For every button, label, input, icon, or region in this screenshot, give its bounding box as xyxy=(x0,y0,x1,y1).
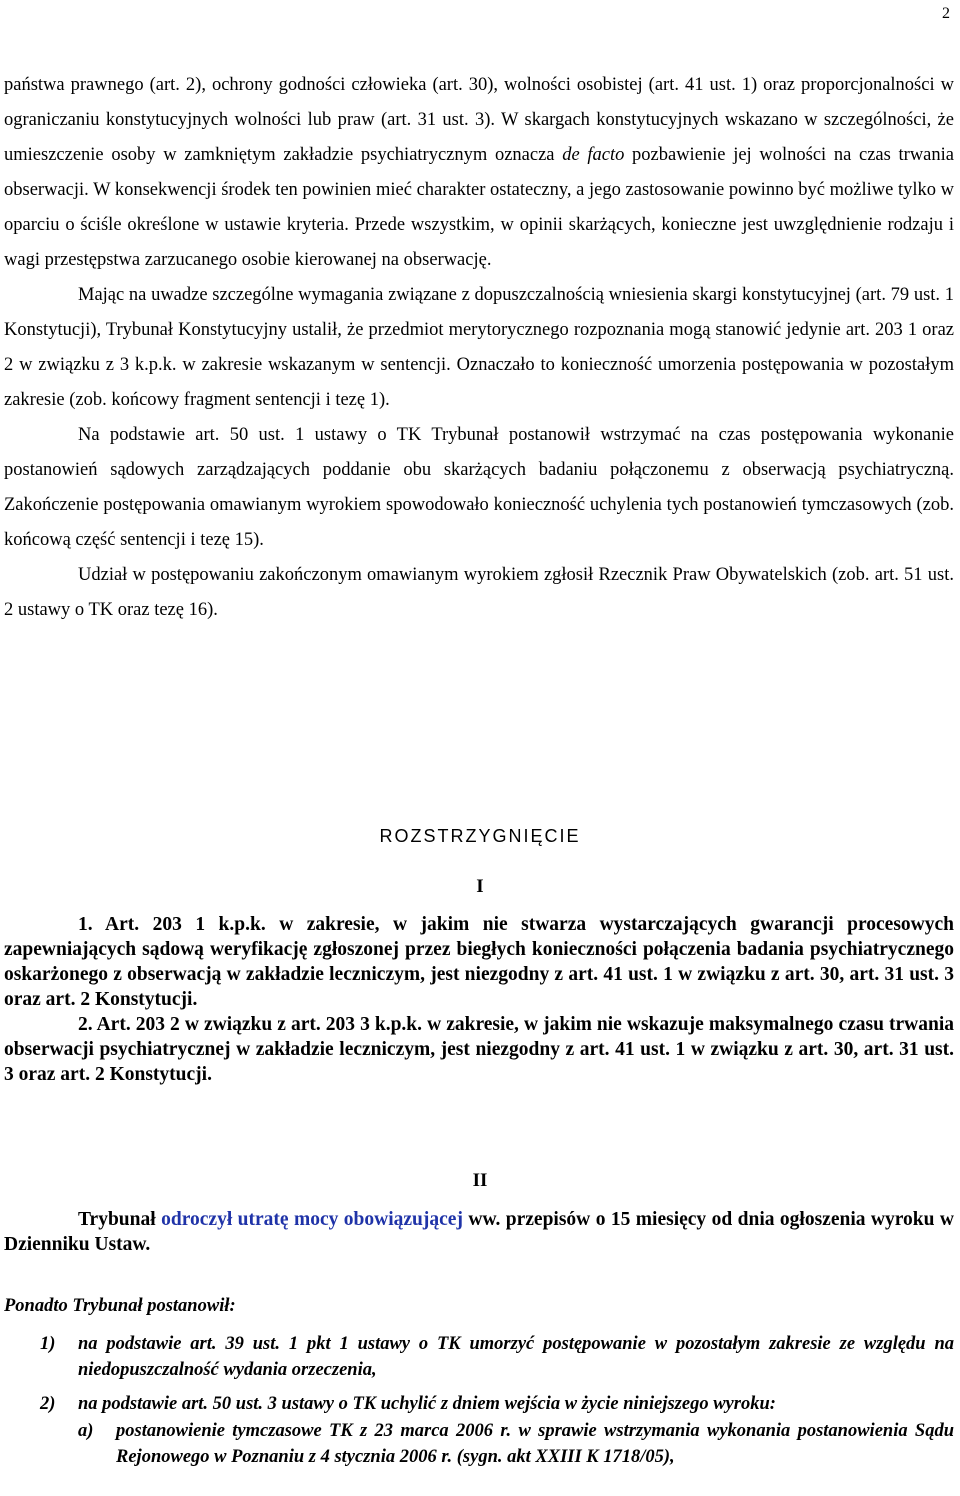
list-item-1-text: na podstawie art. 39 ust. 1 pkt 1 ustawy o TK umorzyć postępowanie w pozostałym zakresie ze względu na niedopuszczalność wydania orzeczenia, xyxy=(78,1334,954,1380)
list-item-2a xyxy=(78,1418,954,1470)
part-one-numeral: I xyxy=(476,876,484,897)
part-two-text xyxy=(4,1207,954,1257)
section-heading: ROZSTRZYGNIĘCIE xyxy=(379,826,581,846)
list-item-2 xyxy=(40,1391,954,1417)
list-item-2-text: na podstawie art. 50 ust. 3 ustawy o TK uchylić z dniem wejścia w życie niniejszego wyroku: xyxy=(78,1394,776,1414)
ponadto-heading: Ponadto Trybunał postanowił: xyxy=(4,1296,236,1316)
part-one-points xyxy=(4,912,954,1087)
paragraph-1-part-a: państwa prawnego (art. 2), ochrony godności człowieka (art. 30), wolności osobistej (art. 41 ust. 1) oraz proporcjonalności w ograniczaniu konstytucyjnych wolności lub praw (art. 31 ust. 3). W skargach konstytucyjnych wskazano w szczególności, że umieszczenie osoby w zamkniętym zakładzie psychiatrycznym oznacza xyxy=(4,75,954,165)
paragraph-1 xyxy=(4,68,954,278)
list-item-2a-text: postanowienie tymczasowe TK z 23 marca 2006 r. w sprawie wstrzymania wykonania postanowienia Sądu Rejonowego w Poznaniu z 4 stycznia 2006 r. (sygn. akt XXIII K 1718/05), xyxy=(116,1421,954,1467)
paragraph-1-part-b: pozbawienie jej wolności na czas trwania obserwacji. W konsekwencji środek ten powinien mieć charakter ostateczny, a jego zastosowanie powinno być możliwe tylko w oparciu o ściśle określone w ustawie kryteria. Przede wszystkim, w opinii skarżących, konieczne jest uwzględnienie rodzaju i wagi przestępstwa zarzucanego osobie kierowanej na obserwację. xyxy=(4,145,954,270)
deferral-link[interactable]: odroczył utratę mocy obowiązującej xyxy=(161,1209,463,1230)
list-item-2a-number: a) xyxy=(78,1421,94,1441)
point-1: 1. Art. 203 1 k.p.k. w zakresie, w jakim nie stwarza wystarczających gwarancji procesowych zapewniających sądową weryfikację zgłoszonej przez biegłych konieczności połączenia badania psychiatrycznego oskarżonego z obserwacją w zakładzie leczniczym, jest niezgodny z art. 41 ust. 1 w związku z art. 30, art. 31 ust. 3 oraz art. 2 Konstytucji. xyxy=(4,914,954,1010)
part-two-text-a: Trybunał xyxy=(78,1209,162,1230)
paragraph-4: Udział w postępowaniu zakończonym omawianym wyrokiem zgłosił Rzecznik Praw Obywatelskich (zob. art. 51 ust. 2 ustawy o TK oraz tezę 16). xyxy=(4,565,954,620)
list-item-1-number: 1) xyxy=(40,1334,56,1354)
point-2: 2. Art. 203 2 w związku z art. 203 3 k.p.k. w zakresie, w jakim nie wskazuje maksymalnego czasu trwania obserwacji psychiatrycznej w zakładzie leczniczym, jest niezgodny z art. 41 ust. 1 w związku z art. 30, art. 31 ust. 3 oraz art. 2 Konstytucji. xyxy=(4,1014,954,1085)
list-item-1 xyxy=(40,1331,954,1383)
paragraph-1-italic: de facto xyxy=(562,145,625,165)
page-number: 2 xyxy=(942,5,950,22)
part-two-numeral: II xyxy=(472,1170,488,1191)
paragraph-2: Mając na uwadze szczególne wymagania związane z dopuszczalnością wniesienia skargi konstytucyjnej (art. 79 ust. 1 Konstytucji), Trybunał Konstytucyjny ustalił, że przedmiot merytorycznego rozpoznania mogą stanowić jedynie art. 203 1 oraz 2 w związku z 3 k.p.k. w zakresie wskazanym w sentencji. Oznaczało to konieczność umorzenia postępowania w pozostałym zakresie (zob. końcowy fragment sentencji i tezę 1). xyxy=(4,285,954,410)
body-text xyxy=(4,68,954,628)
paragraph-3: Na podstawie art. 50 ust. 1 ustawy o TK Trybunał postanowił wstrzymać na czas postępowania wykonanie postanowień sądowych zarządzających poddanie obu skarżących badaniu połączonemu z obserwacją psychiatryczną. Zakończenie postępowania omawianym wyrokiem spowodowało konieczność uchylenia tych postanowień tymczasowych (zob. końcową część sentencji i tezę 15). xyxy=(4,425,954,550)
part-two-paragraph xyxy=(4,1207,954,1257)
list-item-2-number: 2) xyxy=(40,1394,56,1414)
part-two-text-b: ww. przepisów o 15 miesięcy od dnia ogłoszenia wyroku w Dzienniku Ustaw. xyxy=(4,1209,955,1255)
